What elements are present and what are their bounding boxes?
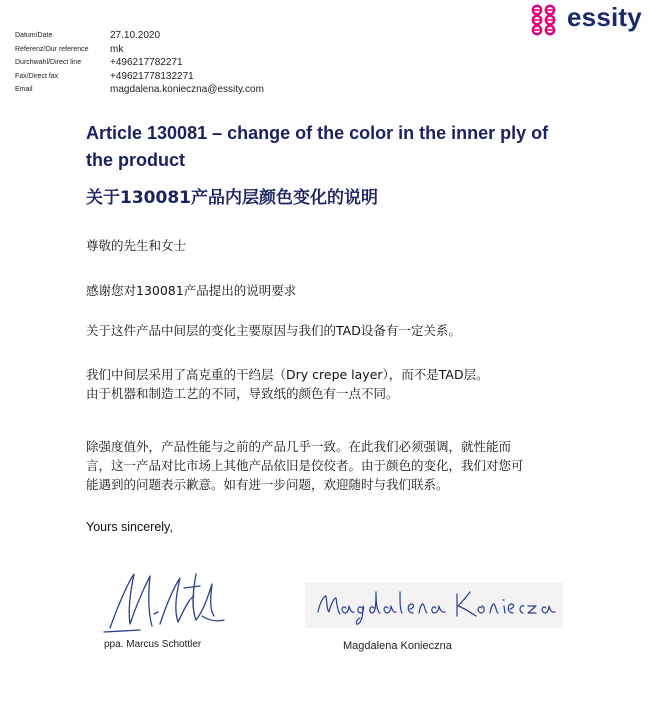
layer-paragraph xyxy=(86,365,546,403)
essity-logo xyxy=(528,2,654,36)
meta-label: Durchwahl/Direct line xyxy=(15,59,82,66)
thanks-paragraph: 感谢您对130081产品提出的说明要求 xyxy=(86,283,297,298)
signer-name-konieczna: Magdalena Konieczna xyxy=(343,640,452,652)
closing-line: Yours sincerely, xyxy=(86,520,173,534)
signer-name-schottler: ppa. Marcus Schottler xyxy=(104,639,202,650)
essity-logo-mark-icon xyxy=(528,4,560,36)
layer-line-2: 由于机器和制造工艺的不同，导致纸的颜色有一点不同。 xyxy=(86,386,399,401)
meta-label: Email xyxy=(15,86,33,93)
essity-wordmark: essity xyxy=(567,2,642,32)
signature-schottler xyxy=(100,566,230,638)
meta-value: 27.10.2020 xyxy=(110,30,161,41)
meta-value: +496217782271 xyxy=(110,57,183,68)
letter-title-english: Article 130081 – change of the color in the inner ply of the product xyxy=(86,123,549,170)
meta-label: Fax/Direct fax xyxy=(15,72,59,80)
salutation: 尊敬的先生和女士 xyxy=(86,238,187,253)
performance-paragraph: 除强度值外，产品性能与之前的产品几乎一致。在此我们必须强调，就性能而言，这一产品对比市场上其他产品依旧是佼佼者。由于颜色的变化，我们对您可能遇到的问题表示歉意。如有进一步问题，欢迎随时与我们联系。 xyxy=(86,439,524,492)
reason-paragraph: 关于这件产品中间层的变化主要原因与我们的TAD设备有一定关系。 xyxy=(86,323,461,338)
layer-line-1: 我们中间层采用了高克重的干绉层（Dry crepe layer），而不是TAD层。 xyxy=(86,367,489,382)
signature-konieczna xyxy=(312,582,562,628)
meta-value: mk xyxy=(110,43,124,55)
meta-label: Datum/Date xyxy=(15,32,53,39)
meta-value: +49621778132271 xyxy=(110,70,194,82)
meta-value: magdalena.konieczna@essity.com xyxy=(110,84,264,95)
letter-title-chinese: 关于130081产品内层颜色变化的说明 xyxy=(86,188,378,208)
meta-label: Referenz/Our reference xyxy=(15,45,89,53)
